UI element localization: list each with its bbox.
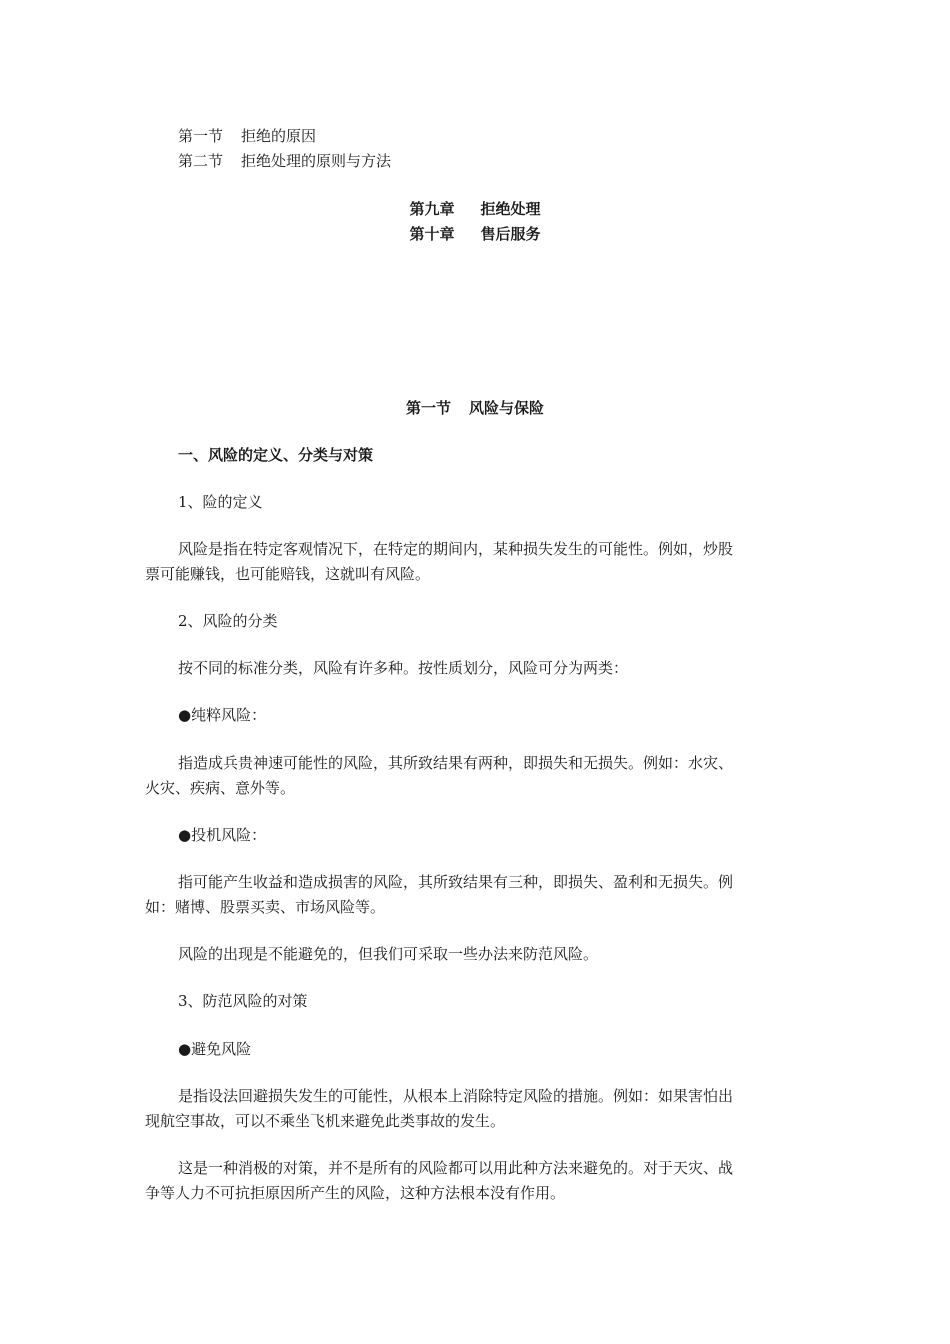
paragraph-7-line-2: 争等人力不可抗拒原因所产生的风险，这种方法根本没有作用。 (145, 1184, 566, 1202)
paragraph-7-line-1: 这是一种消极的对策，并不是所有的风险都可以用此种方法来避免的。对于天灾、战 (178, 1159, 734, 1177)
chapter-10-number: 第十章 (409, 225, 455, 243)
paragraph-1-line-2: 票可能赚钱，也可能赔钱，这就叫有风险。 (145, 565, 431, 583)
paragraph-4-line-1: 指可能产生收益和造成损害的风险，其所致结果有三种，即损失、盈利和无损失。例 (178, 873, 734, 891)
chapter-10-title: 售后服务 (480, 225, 541, 243)
paragraph-5: 风险的出现是不能避免的，但我们可采取一些办法来防范风险。 (178, 945, 599, 963)
paragraph-6-line-2: 现航空事故，可以不乘坐飞机来避免此类事故的发生。 (145, 1112, 506, 1130)
toc-entry-2-number: 第二节 (178, 152, 224, 170)
chapter-9-title: 拒绝处理 (480, 200, 541, 218)
section-heading (0, 396, 950, 420)
bullet-pure-risk: ●纯粹风险： (178, 706, 267, 724)
heading-risk-definition: 一、风险的定义、分类与对策 (178, 446, 374, 464)
bullet-avoid-risk: ●避免风险 (178, 1040, 252, 1058)
section-number: 第一节 (405, 399, 451, 417)
toc-entry-1-number: 第一节 (178, 127, 224, 145)
toc-entry-1-title: 拒绝的原因 (241, 127, 317, 145)
chapter-9-number: 第九章 (409, 200, 455, 218)
paragraph-6-line-1: 是指设法回避损失发生的可能性，从根本上消除特定风险的措施。例如：如果害怕出 (178, 1087, 734, 1105)
section-title: 风险与保险 (469, 399, 545, 417)
toc-entry-1 (178, 124, 316, 148)
toc-entry-2 (178, 149, 391, 173)
subheading-3: 3、防范风险的对策 (178, 992, 308, 1010)
subheading-1: 1、险的定义 (178, 493, 263, 511)
paragraph-4-line-2: 如：赌博、股票买卖、市场风险等。 (145, 898, 386, 916)
subheading-2: 2、风险的分类 (178, 612, 278, 630)
chapter-9-heading (0, 197, 950, 221)
bullet-speculative-risk: ●投机风险： (178, 826, 267, 844)
paragraph-3-line-1: 指造成兵贵神速可能性的风险，其所致结果有两种，即损失和无损失。例如：水灾、 (178, 754, 734, 772)
paragraph-1-line-1: 风险是指在特定客观情况下，在特定的期间内，某种损失发生的可能性。例如，炒股 (178, 540, 734, 558)
toc-entry-2-title: 拒绝处理的原则与方法 (241, 152, 392, 170)
chapter-10-heading (0, 222, 950, 246)
paragraph-3-line-2: 火灾、疾病、意外等。 (145, 779, 296, 797)
paragraph-2: 按不同的标准分类，风险有许多种。按性质划分，风险可分为两类： (178, 659, 629, 677)
